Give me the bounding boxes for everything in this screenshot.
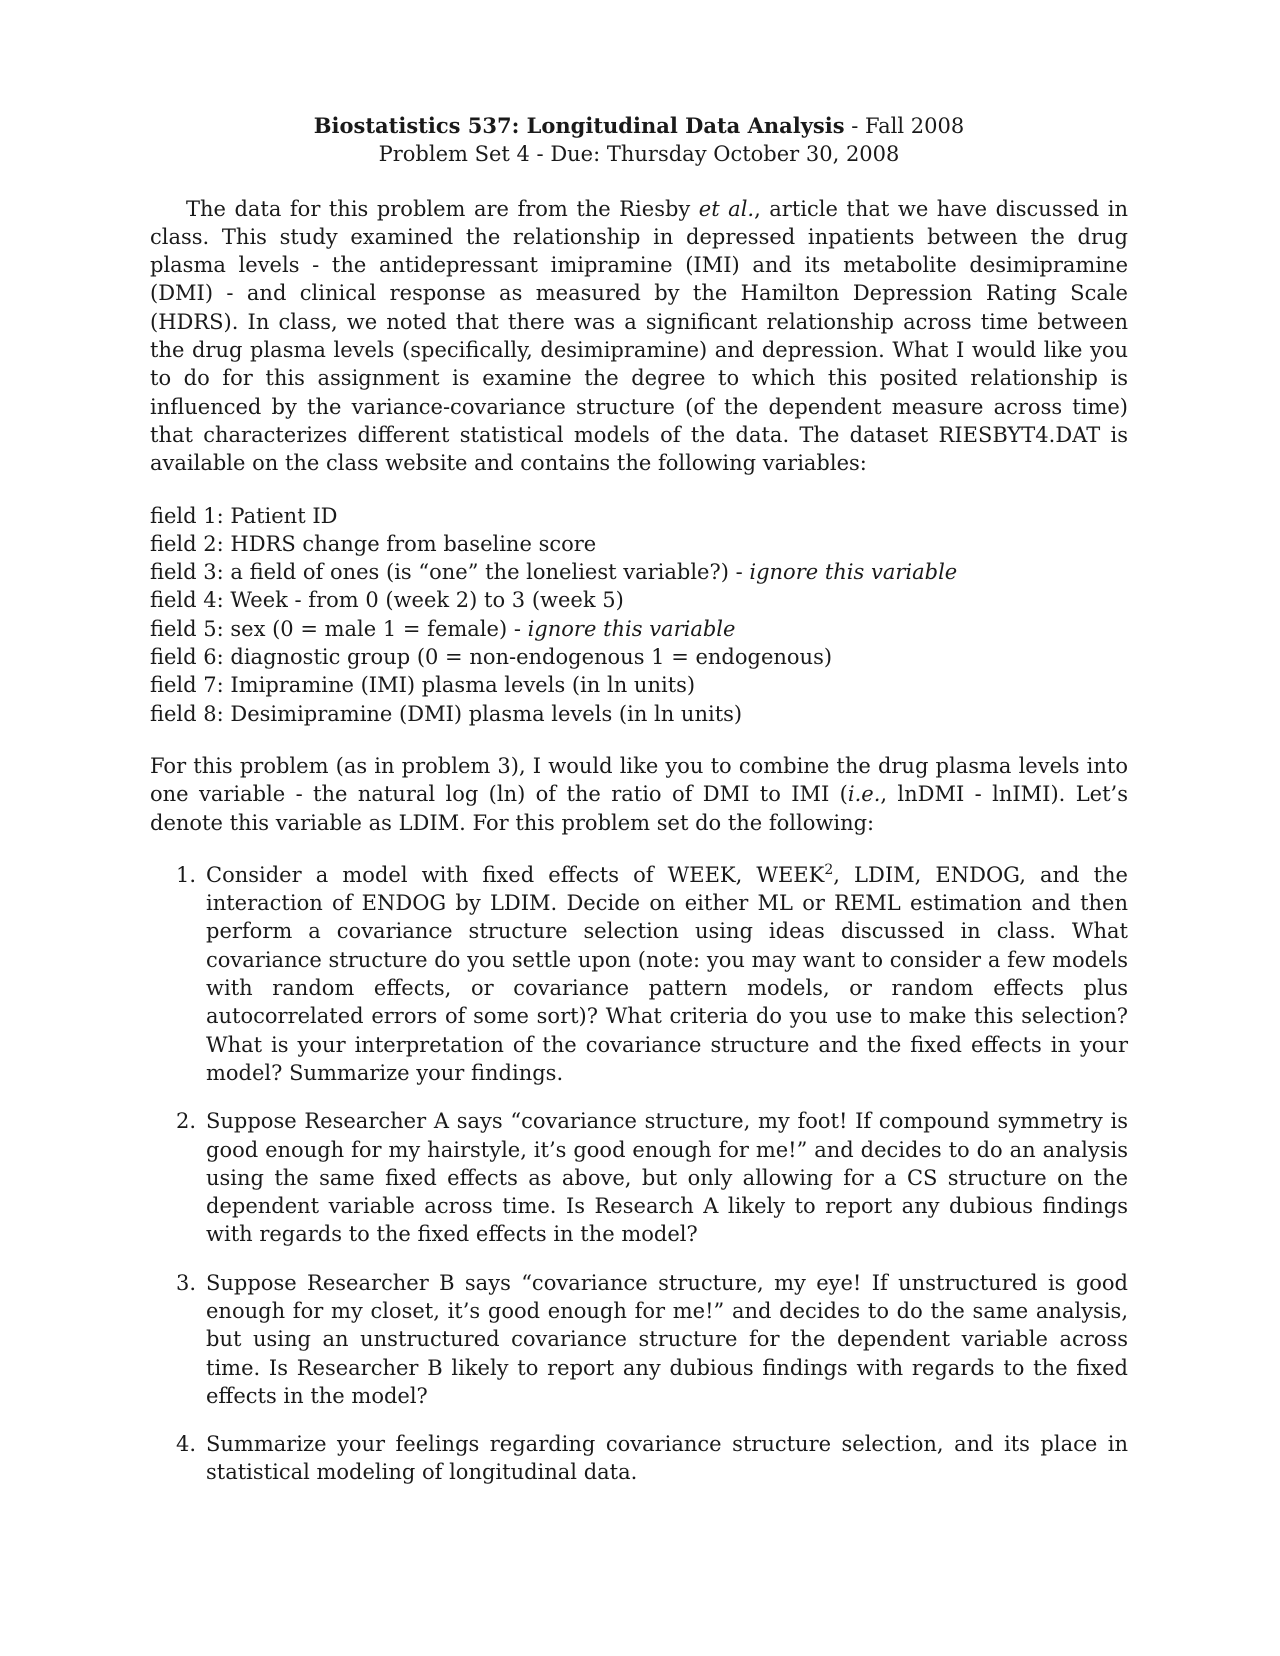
task-text-cont: , LDIM, ENDOG, and the interaction of ENDOG by LDIM. Decide on either ML or REML estimation and then perform a covariance structure selection using ideas discussed in class. What covariance structure do you settle upon (note: you may want to consider a few models with random effects, or covariance pattern models, or random effects plus autocorrelated errors of some sort)? What criteria do you use to make this selection? What is your interpretation of the covariance structure and the fixed effects in your model? Summarize your findings. <box>206 862 1128 1085</box>
intro-etal: et al. <box>698 196 755 221</box>
title-line <box>150 112 1128 140</box>
task-text: Suppose Researcher B says “covariance structure, my eye! If unstructured is good enough for my closet, it’s good enough for me!” and decides to do the same analysis, but using an unstructured covariance structure for the dependent variable across time. Is Researcher B likely to report any dubious findings with regards to the fixed effects in the model? <box>206 1270 1128 1408</box>
task-number: 1. <box>176 862 197 887</box>
field-note: ignore this variable <box>527 616 736 641</box>
field-text: HDRS change from baseline score <box>223 531 597 556</box>
field-text: diagnostic group (0 = non-endogenous 1 = endogenous) <box>223 645 833 670</box>
term: - Fall 2008 <box>844 114 965 138</box>
field-row <box>150 558 1128 586</box>
field-label: field 5: <box>150 616 224 641</box>
course-title: Biostatistics 537: Longitudinal Data Analysis <box>313 113 845 138</box>
field-label: field 8: <box>150 701 224 726</box>
subtitle: Problem Set 4 - Due: Thursday October 30, 2008 <box>378 142 900 167</box>
instructions-paragraph <box>150 752 1128 837</box>
field-label: field 2: <box>150 531 224 556</box>
field-note: ignore this variable <box>749 560 958 585</box>
task-number: 4. <box>176 1432 197 1457</box>
task-item <box>150 1107 1128 1248</box>
task-text: Consider a model with fixed effects of WEEK, WEEK <box>206 862 825 887</box>
field-text: sex (0 = male 1 = female) - <box>223 616 528 641</box>
field-list <box>150 502 1128 728</box>
instructions-text-2: , lnDMI - lnIMI). Let’s denote this variable as LDIM. For this problem set do the following: <box>150 782 1128 835</box>
document-header <box>150 112 1128 169</box>
instructions-text-1: For this problem (as in problem 3), I would like you to combine the drug plasma levels into one variable - the natural log (ln) of the ratio of DMI to IMI ( <box>150 753 1128 807</box>
instructions-ie: i.e. <box>847 782 881 807</box>
task-text: Summarize your feelings regarding covariance structure selection, and its place in statistical modeling of longitudinal data. <box>206 1432 1128 1485</box>
field-text: Desimipramine (DMI) plasma levels (in ln units) <box>223 701 743 726</box>
field-text: Week - from 0 (week 2) to 3 (week 5) <box>223 588 624 613</box>
field-label: field 4: <box>150 588 224 613</box>
intro-text-1: The data for this problem are from the Riesby <box>186 196 699 221</box>
superscript: 2 <box>824 861 834 878</box>
field-text: a field of ones (is “one” the loneliest variable?) - <box>223 560 750 585</box>
task-number: 3. <box>176 1270 197 1295</box>
field-label: field 6: <box>150 645 224 670</box>
intro-paragraph <box>150 195 1128 478</box>
field-label: field 3: <box>150 560 224 585</box>
task-item <box>150 861 1128 1087</box>
task-text: Suppose Researcher A says “covariance structure, my foot! If compound symmetry is good enough for my hairstyle, it’s good enough for me!” and decides to do an analysis using the same fixed effects as above, but only allowing for a CS structure on the dependent variable across time. Is Research A likely to report any dubious findings with regards to the fixed effects in the model? <box>206 1109 1128 1247</box>
field-text: Imipramine (IMI) plasma levels (in ln units) <box>223 673 696 698</box>
intro-text-2: , article that we have discussed in class. This study examined the relationship in depressed inpatients between the drug plasma levels - the antidepressant imipramine (IMI) and its metabolite desimipramine (DMI) - and clinical response as measured by the Hamilton Depression Rating Scale (HDRS). In class, we noted that there was a significant relationship across time between the drug plasma levels (specifically, desimipramine) and depression. What I would like you to do for this assignment is examine the degree to which this posited relationship is influenced by the variance-covariance structure (of the dependent measure across time) that characterizes different statistical models of the data. The dataset RIESBYT4.DAT is available on the class website and contains the following variables: <box>150 196 1128 476</box>
task-item <box>150 1269 1128 1410</box>
field-row <box>150 530 1128 558</box>
field-row <box>150 586 1128 614</box>
field-label: field 7: <box>150 673 224 698</box>
task-number: 2. <box>176 1109 197 1134</box>
document-page <box>150 112 1128 1507</box>
field-row <box>150 671 1128 699</box>
field-row <box>150 643 1128 671</box>
field-row <box>150 615 1128 643</box>
field-label: field 1: <box>150 503 224 528</box>
field-row <box>150 700 1128 728</box>
task-item <box>150 1430 1128 1487</box>
field-text: Patient ID <box>223 503 338 528</box>
task-list <box>150 861 1128 1487</box>
field-row <box>150 502 1128 530</box>
